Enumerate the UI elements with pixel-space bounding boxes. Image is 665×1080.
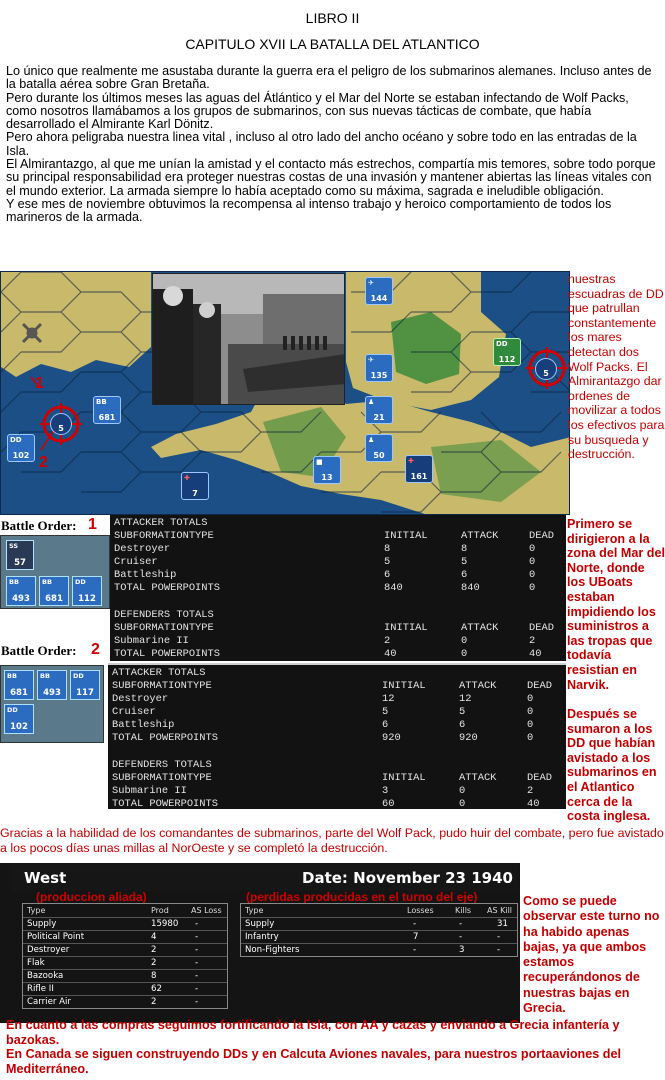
unit-strength: 5 xyxy=(543,369,549,378)
col-header: DEAD xyxy=(529,530,554,543)
table-row xyxy=(23,917,227,930)
book-title: LIBRO II xyxy=(305,10,360,26)
unit-counter-battleship[interactable] xyxy=(93,396,121,424)
cell: - xyxy=(195,945,199,955)
cell: - xyxy=(195,984,199,994)
unit-type: DD xyxy=(10,436,22,444)
table-row xyxy=(114,556,562,569)
col-header: SUBFORMATIONTYPE xyxy=(112,771,212,784)
attacker-totals-title: ATTACKER TOTALS xyxy=(114,517,208,529)
cell: - xyxy=(459,932,463,942)
battleship-chip[interactable] xyxy=(37,670,67,700)
table-row xyxy=(23,982,227,995)
losses-overlay: (perdidas producidas en el turno del eje) xyxy=(246,890,478,904)
battle-1-results xyxy=(110,515,566,661)
cell: 6 xyxy=(382,719,389,732)
cell: 6 xyxy=(384,569,391,582)
intro-paragraph: Pero durante los últimos meses las aguas del Átlántico y el Mar del Norte se estaban infectando de Wolf Packs, como nosotros llamábamos a los grupos de submarinos, con sus nuevas tácticas de combate, que había desarrollado el Almirante Karl Dönitz. xyxy=(6,90,629,132)
col-header: SUBFORMATIONTYPE xyxy=(114,530,214,543)
table-row xyxy=(112,732,562,745)
production-overlay: (produccion aliada) xyxy=(36,890,147,904)
cell: - xyxy=(413,945,417,955)
unit-counter-submarine[interactable] xyxy=(535,358,557,380)
table-row xyxy=(241,943,517,956)
cell: 40 xyxy=(527,797,540,810)
table-row xyxy=(114,648,562,661)
cell: TOTAL POWERPOINTS xyxy=(112,797,219,810)
battle-order-2-box xyxy=(0,665,104,743)
unit-type: BB xyxy=(42,578,52,586)
unit-strength: 144 xyxy=(370,294,388,303)
cell: - xyxy=(413,919,417,929)
destroyer-chip[interactable] xyxy=(70,670,100,700)
cell: 0 xyxy=(529,569,536,582)
cell: TOTAL POWERPOINTS xyxy=(114,647,221,660)
table-row xyxy=(114,635,562,648)
cell: Battleship xyxy=(114,569,177,582)
destroyer-chip[interactable] xyxy=(72,576,102,606)
cell: Rifle II xyxy=(27,984,54,994)
cell: 0 xyxy=(461,647,468,660)
col-header: INITIAL xyxy=(384,621,428,634)
table-row xyxy=(23,995,227,1008)
battle-order-2-number: 2 xyxy=(91,641,100,658)
unit-type: DD xyxy=(73,672,84,680)
unit-counter-destroyer[interactable] xyxy=(7,434,35,462)
footer-paragraph: En Canada se siguen construyendo DDs y en Calcuta Aviones navales, para nuestros portaaviones del Mediterráneo. xyxy=(6,1047,621,1076)
unit-type: BB xyxy=(9,578,19,586)
cell: 2 xyxy=(151,997,157,1007)
table-row xyxy=(23,930,227,943)
unit-type: BB xyxy=(40,672,50,680)
col-header: DEAD xyxy=(527,680,552,693)
defenders-totals-title: DEFENDERS TOTALS xyxy=(114,608,214,621)
cell: Bazooka xyxy=(27,971,64,981)
unit-counter-submarine[interactable] xyxy=(50,413,72,435)
unit-counter-infantry[interactable] xyxy=(365,434,393,462)
col-header: AS Loss xyxy=(191,906,222,915)
uk-flag-icon: ✚ xyxy=(408,457,414,465)
col-header: DEAD xyxy=(527,771,552,784)
unit-strength: 13 xyxy=(321,473,333,482)
unit-strength: 7 xyxy=(192,489,198,498)
unit-strength: 102 xyxy=(12,451,30,460)
unit-counter-fighter[interactable] xyxy=(365,277,393,305)
table-row xyxy=(112,798,562,811)
cell: 0 xyxy=(529,543,536,556)
cell: - xyxy=(497,945,501,955)
unit-counter-tank[interactable] xyxy=(313,456,341,484)
footer-paragraph: En cuanto a las compras seguimos fortificando la Isla, con AA y cazas y enviando a Grecia infantería y bazokas. xyxy=(6,1018,620,1047)
turn-report xyxy=(0,863,520,1023)
table-row xyxy=(241,917,517,930)
cell: Destroyer xyxy=(114,543,171,556)
defenders-totals-title: DEFENDERS TOTALS xyxy=(112,758,212,771)
unit-counter-fighter[interactable] xyxy=(365,354,393,382)
unit-strength: 493 xyxy=(12,594,30,604)
cell: 840 xyxy=(461,582,480,595)
col-header: ATTACK xyxy=(461,530,499,543)
cell: 7 xyxy=(413,932,419,942)
table-row xyxy=(23,956,227,969)
cell: Submarine II xyxy=(112,784,187,797)
intro-text xyxy=(6,65,662,225)
table-row xyxy=(241,930,517,943)
cell: 840 xyxy=(384,582,403,595)
map-marker-1: 1 xyxy=(35,375,44,392)
col-header: INITIAL xyxy=(382,771,426,784)
cell: 0 xyxy=(461,634,468,647)
battle-1-side-note: Primero se dirigieron a la zona del Mar del Norte, donde los UBoats estaban impidiendo los suministros a las tropas que todavía resistian en Narvik. xyxy=(567,517,665,692)
col-header: ATTACK xyxy=(459,771,497,784)
cell: 2 xyxy=(384,634,391,647)
cell: Infantry xyxy=(245,932,279,942)
cell: 920 xyxy=(382,732,401,745)
unit-strength: 117 xyxy=(76,688,94,698)
cell: Carrier Air xyxy=(27,997,71,1007)
table-row xyxy=(112,785,562,798)
cell: Battleship xyxy=(112,719,175,732)
cell: Flak xyxy=(27,958,45,968)
cell: 40 xyxy=(384,647,397,660)
report-header xyxy=(12,865,518,891)
cell: 4 xyxy=(151,932,157,942)
cell: - xyxy=(195,958,199,968)
cell: 12 xyxy=(459,693,472,706)
battle-2-side-note: Después se sumaron a los DD que habían avistado a los submarinos en el Atlantico cerca de la costa inglesa. xyxy=(567,707,657,824)
cell: 2 xyxy=(527,784,534,797)
col-header: SUBFORMATIONTYPE xyxy=(114,621,214,634)
cell: 5 xyxy=(384,556,391,569)
cell: Non-Fighters xyxy=(245,945,300,955)
cell: 3 xyxy=(382,784,389,797)
col-header: INITIAL xyxy=(382,680,426,693)
cell: - xyxy=(195,971,199,981)
soldier-icon: ♟ xyxy=(368,398,375,406)
cell: 2 xyxy=(151,958,157,968)
escape-text: Gracias a la habilidad de los comandantes de submarinos, parte del Wolf Pack, pudo huir del combate, pero fue avistado a los pocos días unas millas al NorOeste y se completó la destrucción. xyxy=(0,826,664,855)
cell: 0 xyxy=(527,719,534,732)
cell: TOTAL POWERPOINTS xyxy=(112,732,219,745)
cell: - xyxy=(497,932,501,942)
cell: TOTAL POWERPOINTS xyxy=(114,582,221,595)
plane-icon: ✈ xyxy=(368,279,374,287)
cell: 2 xyxy=(151,945,157,955)
cell: 31 xyxy=(497,919,508,929)
cell: 5 xyxy=(461,556,468,569)
table-row xyxy=(114,543,562,556)
battle-order-1-box xyxy=(0,535,110,609)
unit-strength: 681 xyxy=(98,413,116,422)
cell: - xyxy=(195,997,199,1007)
unit-type: DD xyxy=(7,706,18,714)
cell: 0 xyxy=(527,693,534,706)
unit-strength: 21 xyxy=(373,413,385,422)
unit-strength: 50 xyxy=(373,451,385,460)
table-row xyxy=(112,719,562,732)
cell: Destroyer xyxy=(112,693,169,706)
cell: 2 xyxy=(529,634,536,647)
cell: 40 xyxy=(529,647,542,660)
region-label: West xyxy=(24,869,67,887)
enemy-submarine-chip[interactable] xyxy=(6,540,34,570)
unit-strength: 681 xyxy=(45,594,63,604)
col-header: ATTACK xyxy=(461,621,499,634)
losses-table xyxy=(240,903,518,957)
cell: 3 xyxy=(459,945,465,955)
battle-order-1-number: 1 xyxy=(88,516,97,533)
unit-strength: 5 xyxy=(58,424,64,433)
footer-text xyxy=(6,1018,661,1076)
uk-flag-icon: ✚ xyxy=(184,474,190,482)
unit-strength: 112 xyxy=(78,594,96,604)
cell: 12 xyxy=(382,693,395,706)
cell: 15980 xyxy=(151,919,179,929)
unit-strength: 135 xyxy=(370,371,388,380)
cell: 60 xyxy=(382,797,395,810)
cell: Political Point xyxy=(27,932,85,942)
production-table xyxy=(22,903,228,1009)
unit-type: DD xyxy=(496,340,508,348)
unit-counter-uk-flag[interactable] xyxy=(405,455,433,483)
intro-paragraph: Pero ahora peligraba nuestra linea vital , incluso al otro lado del ancho océano y sobre todo en las entradas de la Isla. xyxy=(6,130,637,158)
unit-strength: 57 xyxy=(14,558,26,568)
cell: 5 xyxy=(459,706,466,719)
cell: - xyxy=(195,919,199,929)
cell: 8 xyxy=(151,971,157,981)
unit-type: DD xyxy=(75,578,86,586)
battleship-chip[interactable] xyxy=(39,576,69,606)
col-header: ATTACK xyxy=(459,680,497,693)
cell: Supply xyxy=(27,919,57,929)
cell: 0 xyxy=(529,582,536,595)
unit-strength: 161 xyxy=(410,472,428,481)
cell: 62 xyxy=(151,984,162,994)
table-row xyxy=(114,569,562,582)
cell: 0 xyxy=(527,706,534,719)
unit-counter-infantry[interactable] xyxy=(365,396,393,424)
cell: 920 xyxy=(459,732,478,745)
report-date: Date: November 23 1940 xyxy=(302,869,513,887)
cell: Supply xyxy=(245,919,275,929)
attacker-totals-title: ATTACKER TOTALS xyxy=(112,667,206,679)
unit-strength: 493 xyxy=(43,688,61,698)
chapter-title: CAPITULO XVII LA BATALLA DEL ATLANTICO xyxy=(185,36,480,52)
col-header: SUBFORMATIONTYPE xyxy=(112,680,212,693)
cell: Cruiser xyxy=(114,556,158,569)
historical-photo xyxy=(152,273,345,405)
unit-type: BB xyxy=(96,398,107,406)
unit-type: BB xyxy=(7,672,17,680)
col-header: Losses xyxy=(407,906,434,915)
col-header: Type xyxy=(245,906,264,915)
intro-paragraph: El Almirantazgo, al que me unían la amistad y el contacto más estrechos, compartía mis temores, sobre todo porque su principal responsabilidad era proteger nuestras costas de una invasión y mantener abiertas las líneas vitales con el mundo exterior. La armada siempre lo había aceptado como su máxima, sagrada e ineludible obligación. xyxy=(6,157,656,198)
battleship-chip[interactable] xyxy=(4,670,34,700)
photo-image xyxy=(153,274,345,405)
plane-icon: ✈ xyxy=(368,356,374,364)
cell: 6 xyxy=(459,719,466,732)
col-header: Prod xyxy=(151,906,169,915)
soldier-icon: ♟ xyxy=(368,436,375,444)
map-marker-2: 2 xyxy=(39,454,48,471)
battleship-chip[interactable] xyxy=(6,576,36,606)
battle-2-results xyxy=(108,663,566,809)
tank-icon: ■ xyxy=(316,458,323,466)
intro-paragraph: Y ese mes de noviembre obtuvimos la recompensa al intenso trabajo y heroico comportamiento de todos los marineros de la armada. xyxy=(6,196,612,225)
col-header: INITIAL xyxy=(384,530,428,543)
cell: 0 xyxy=(459,797,466,810)
table-row xyxy=(112,706,562,719)
col-header: Kills xyxy=(455,906,472,915)
destroyer-chip[interactable] xyxy=(4,704,34,734)
unit-type: SS xyxy=(9,542,19,550)
col-header: Type xyxy=(27,906,46,915)
table-row xyxy=(23,969,227,982)
unit-strength: 681 xyxy=(10,688,28,698)
cell: 5 xyxy=(382,706,389,719)
unit-strength: 102 xyxy=(10,722,28,732)
unit-counter-uk-flag[interactable] xyxy=(181,472,209,500)
intro-paragraph: Lo único que realmente me asustaba durante la guerra era el peligro de los submarinos alemanes. Incluso antes de la batalla aérea sobre Gran Bretaña. xyxy=(6,64,652,92)
cell: 0 xyxy=(529,556,536,569)
unit-strength: 112 xyxy=(498,355,516,364)
cell: Submarine II xyxy=(114,634,189,647)
cell: 8 xyxy=(461,543,468,556)
cell: 0 xyxy=(459,784,466,797)
col-header: AS Kill xyxy=(487,906,513,915)
unit-counter-destroyer[interactable] xyxy=(493,338,521,366)
cell: Destroyer xyxy=(27,945,70,955)
battle-order-1-label: Battle Order: xyxy=(1,518,77,533)
cell: 0 xyxy=(527,732,534,745)
table-row xyxy=(112,693,562,706)
cell: Cruiser xyxy=(112,706,156,719)
map-side-note: nuestras escuadras de DD que patrullan constantemente los mares detectan dos Wolf Packs. El Almirantazgo dar ordenes de movilizar a todos los efectivos para su busqueda y destrucción. xyxy=(568,272,665,462)
table-row xyxy=(114,582,562,595)
table-row xyxy=(23,943,227,956)
cell: - xyxy=(459,919,463,929)
report-side-note: Como se puede observar este turno no ha habido apenas bajas, ya que ambos estamos recuperándonos de nuestras bajas en Grecia. xyxy=(523,894,660,1016)
cell: - xyxy=(195,932,199,942)
cell: 8 xyxy=(384,543,391,556)
col-header: DEAD xyxy=(529,621,554,634)
cell: 6 xyxy=(461,569,468,582)
battle-order-2-label: Battle Order: xyxy=(1,643,77,658)
